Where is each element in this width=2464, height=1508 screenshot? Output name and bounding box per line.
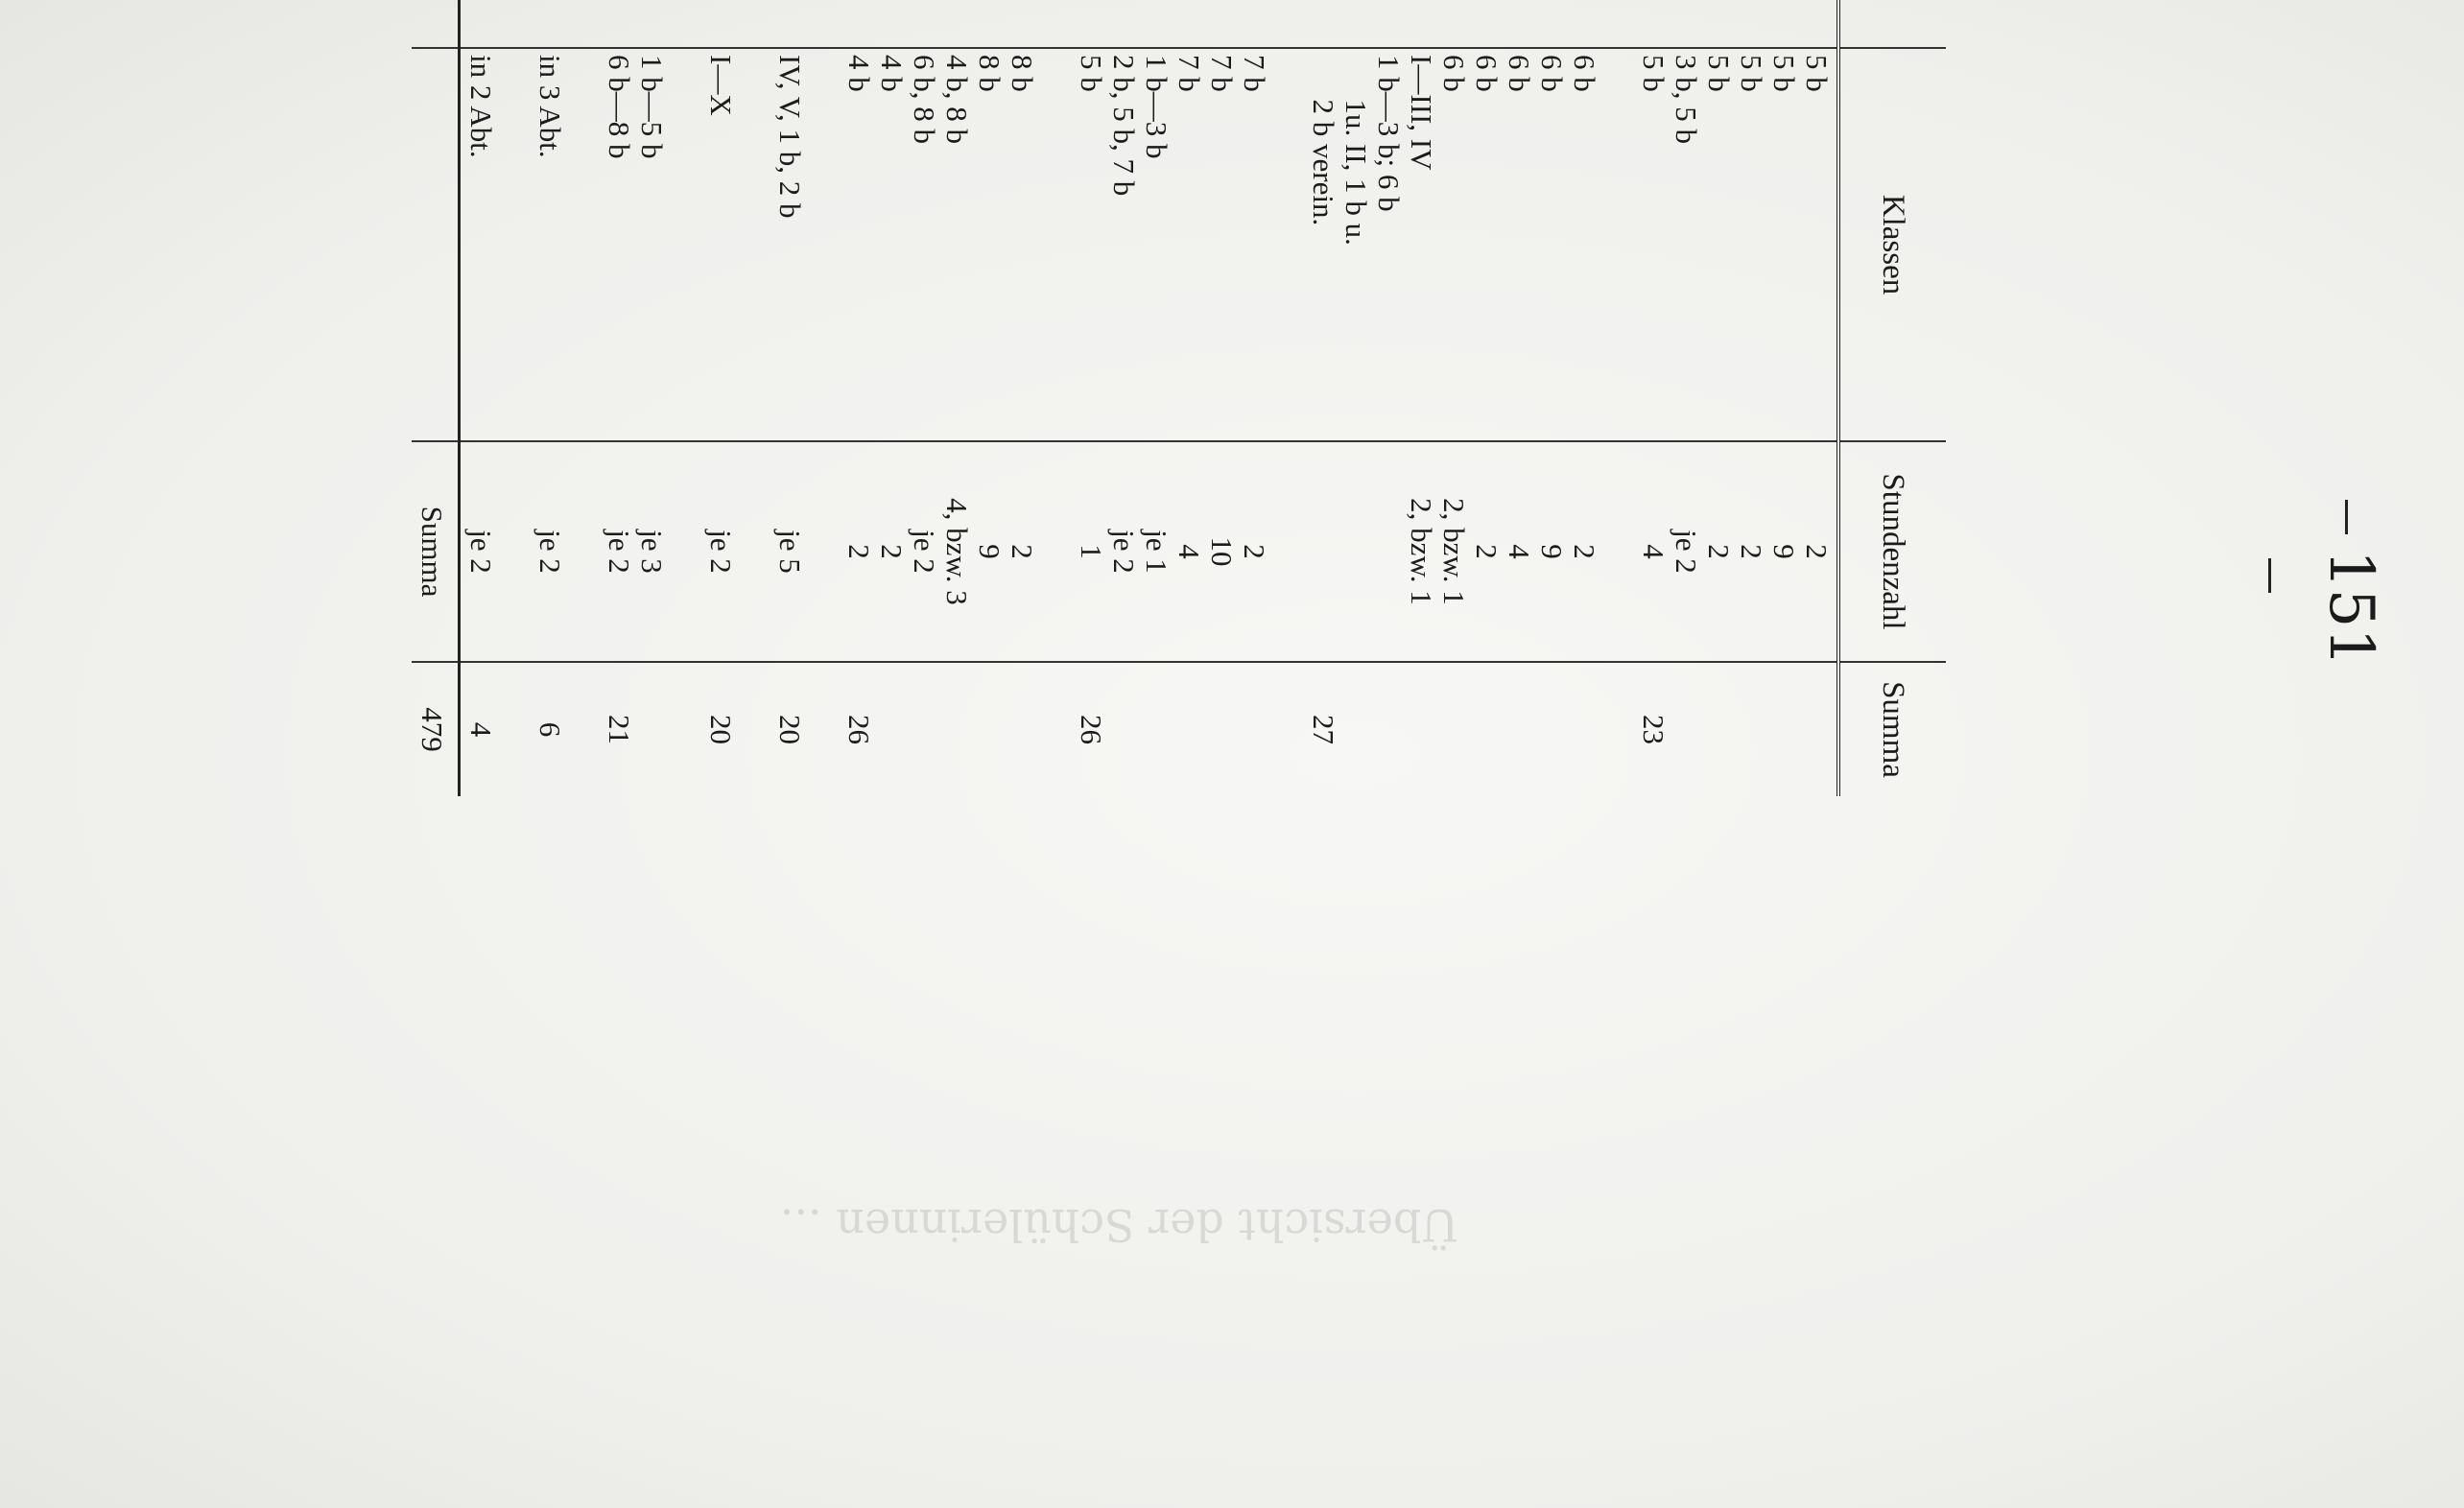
cell-faecher xyxy=(530,0,599,48)
cell-stundenzahl: je 2 xyxy=(700,441,770,662)
cell-faecher xyxy=(839,0,1071,48)
table-row xyxy=(770,0,839,796)
cell-stundenzahl: je 2 xyxy=(530,441,599,662)
cell-summa: 20 xyxy=(704,715,738,744)
cell-summa: 23 xyxy=(1637,715,1670,744)
rotated-table-container xyxy=(8,0,1946,778)
teacher-schedule-table xyxy=(412,0,1946,796)
cell-summa: 4 xyxy=(464,721,498,738)
table-row xyxy=(599,0,700,796)
cell-summa: 20 xyxy=(773,715,807,744)
cell-klassen: in 2 Abt. xyxy=(460,48,531,441)
table-row xyxy=(1303,0,1633,796)
cell-klassen: IV, V, 1 b, 2 b xyxy=(770,48,839,441)
table-row xyxy=(1633,0,1838,796)
cell-summa: 21 xyxy=(603,715,636,744)
cell-stundenzahl: je 3 je 2 xyxy=(599,441,700,662)
cell-stundenzahl: 2 10 4 je 1 je 2 1 xyxy=(1071,441,1303,662)
cell-faecher xyxy=(1633,0,1838,48)
header-faecher xyxy=(1838,0,1946,48)
cell-summa: 27 xyxy=(1307,715,1340,744)
table-row xyxy=(1071,0,1303,796)
cell-stundenzahl: 2 9 4 2 2, bzw. 1 2, bzw. 1 xyxy=(1303,441,1633,662)
cell-stundenzahl: 2 9 4, bzw. 3 je 2 2 2 xyxy=(839,441,1071,662)
total-label: Summa xyxy=(412,441,460,662)
table-row xyxy=(839,0,1071,796)
cell-stundenzahl: 2 9 2 2 je 2 4 xyxy=(1633,441,1838,662)
cell-klassen: I—X xyxy=(700,48,770,441)
cell-stundenzahl: je 2 xyxy=(460,441,531,662)
cell-faecher xyxy=(1303,0,1633,48)
cell-klassen: in 3 Abt. xyxy=(530,48,599,441)
total-row xyxy=(412,0,460,796)
table-row xyxy=(530,0,599,796)
header-klassen: Klassen xyxy=(1838,48,1946,441)
cell-faecher xyxy=(599,0,700,48)
table-row xyxy=(700,0,770,796)
cell-faecher xyxy=(460,0,531,48)
page-number: 151 xyxy=(2312,470,2389,681)
cell-summa: 26 xyxy=(842,715,876,744)
total-value: 479 xyxy=(412,662,460,796)
cell-klassen: 5 b 5 b 5 b 5 b 3 b, 5 b 5 b xyxy=(1633,48,1838,441)
bleed-through-text: Übersicht der Schülerinnen ... xyxy=(779,1199,1458,1251)
cell-faecher xyxy=(770,0,839,48)
cell-klassen: 7 b 7 b 7 b 1 b—3 b 2 b, 5 b, 7 b 5 b xyxy=(1071,48,1303,441)
table-row xyxy=(460,0,531,796)
header-summa: Summa xyxy=(1838,662,1946,796)
header-row xyxy=(1838,0,1946,796)
cell-stundenzahl: je 5 xyxy=(770,441,839,662)
cell-klassen: 1 b—5 b 6 b—8 b xyxy=(599,48,700,441)
total-spacer xyxy=(412,0,460,48)
cell-faecher xyxy=(1071,0,1303,48)
cell-klassen: 8 b 8 b 4 b, 8 b 6 b, 8 b 4 b 4 b xyxy=(839,48,1071,441)
cell-klassen: 6 b 6 b 6 b 6 b 6 b I—III, IV 1 b—3 b; 6 b 1u. II, 1 b u. 2 b verein. xyxy=(1303,48,1633,441)
cell-summa: 6 xyxy=(533,721,567,738)
total-spacer xyxy=(412,48,460,441)
cell-faecher xyxy=(700,0,770,48)
cell-summa: 26 xyxy=(1075,715,1108,744)
header-stundenzahl: Stundenzahl xyxy=(1838,441,1946,662)
